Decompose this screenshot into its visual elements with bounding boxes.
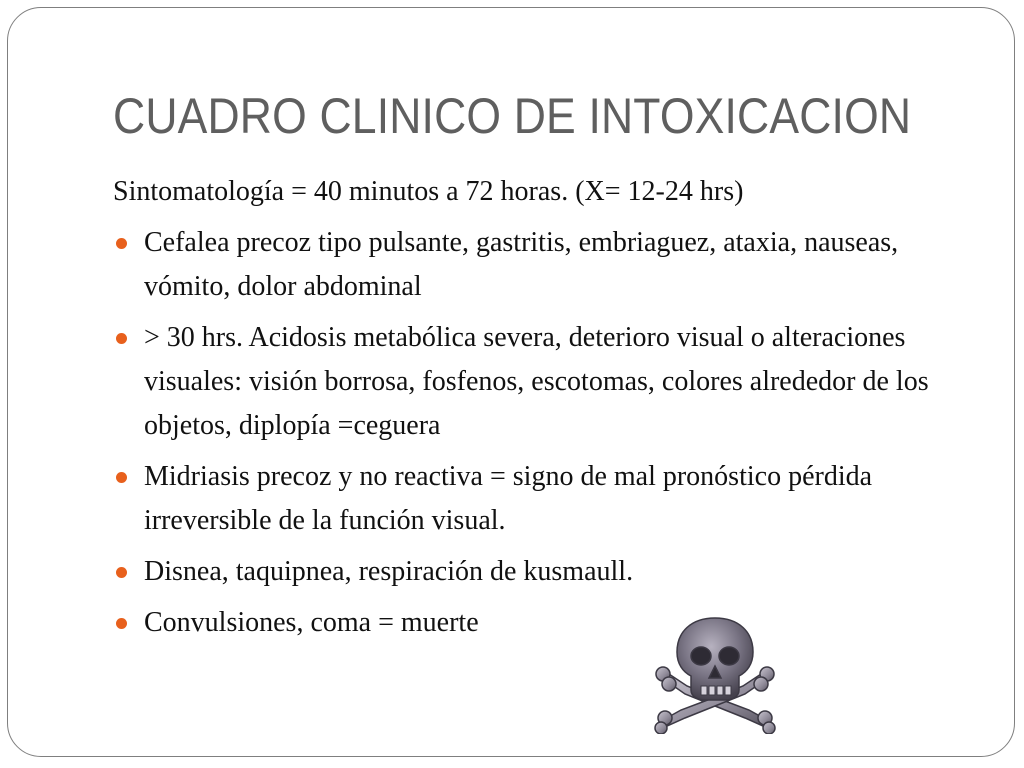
bullet-dot-icon bbox=[116, 567, 127, 578]
bullet-item bbox=[113, 550, 933, 594]
bullet-text: Cefalea precoz tipo pulsante, gastritis, embriaguez, ataxia, nauseas, vómito, dolor abdominal bbox=[144, 227, 899, 302]
bullet-text: Midriasis precoz y no reactiva = signo de mal pronóstico pérdida irreversible de la función visual. bbox=[144, 461, 873, 536]
bullet-text: Convulsiones, coma = muerte bbox=[144, 607, 479, 638]
bullet-text: > 30 hrs. Acidosis metabólica severa, deterioro visual o alteraciones visuales: visión borrosa, fosfenos, escotomas, colores alrededor de los objetos, diplopía =ceguera bbox=[144, 322, 929, 441]
intro-line: Sintomatología = 40 minutos a 72 horas. (X= 12-24 hrs) bbox=[113, 176, 744, 207]
bullet-item bbox=[113, 221, 933, 309]
bullet-item bbox=[113, 601, 933, 645]
slide-title: CUADRO CLINICO DE INTOXICACION bbox=[113, 88, 912, 144]
skull-crossbones-icon bbox=[651, 614, 779, 734]
slide-body bbox=[113, 170, 933, 652]
bullet-item bbox=[113, 316, 933, 448]
bullet-dot-icon bbox=[116, 333, 127, 344]
bullet-list bbox=[113, 221, 933, 645]
bullet-dot-icon bbox=[116, 618, 127, 629]
bullet-dot-icon bbox=[116, 238, 127, 249]
bullet-item bbox=[113, 455, 933, 543]
bullet-text: Disnea, taquipnea, respiración de kusmaull. bbox=[144, 556, 634, 587]
bullet-dot-icon bbox=[116, 472, 127, 483]
